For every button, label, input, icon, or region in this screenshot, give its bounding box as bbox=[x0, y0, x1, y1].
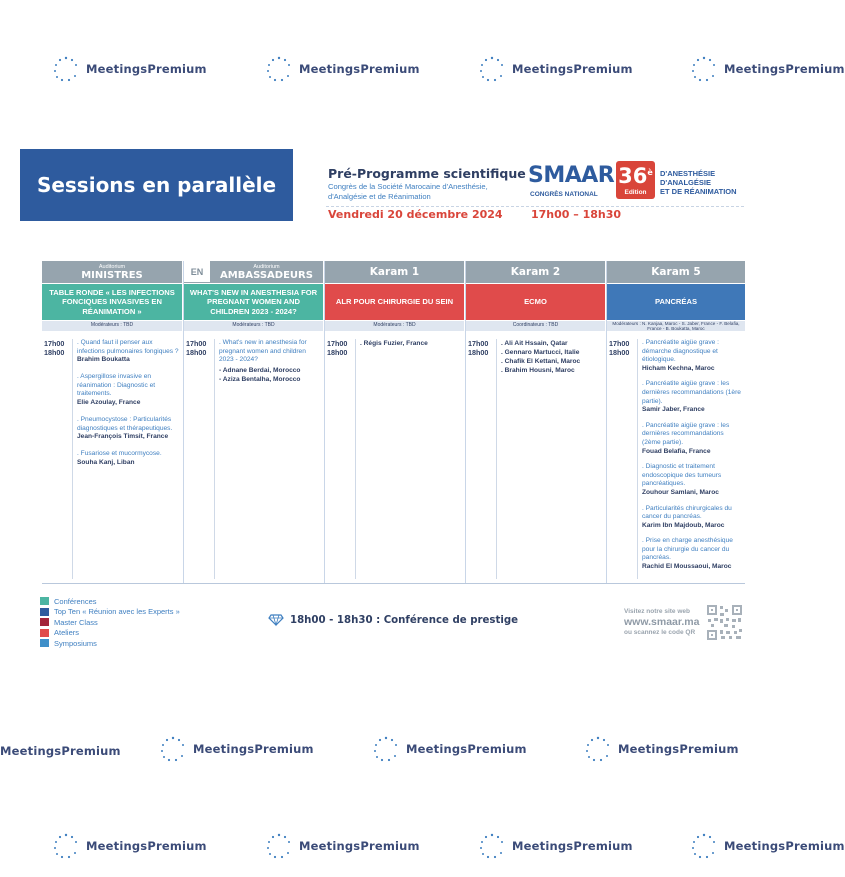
start-time: 17h00 bbox=[186, 339, 207, 348]
program-date: Vendredi 20 décembre 2024 bbox=[328, 208, 503, 221]
prestige-label: 18h00 - 18h30 : Conférence de prestige bbox=[290, 614, 519, 626]
auditorium-label: Auditorium bbox=[98, 264, 126, 270]
room-name: Karam 5 bbox=[651, 266, 701, 278]
dots-icon bbox=[690, 55, 718, 83]
session-title: ECMO bbox=[466, 283, 605, 320]
watermark-text: MeetingsPremium bbox=[512, 839, 633, 853]
moderators: Modérateurs : N. Kanjaa, Maroc - S. Jaber, France - F. Belafia, France - B. Boukatta, Maroc bbox=[607, 320, 745, 331]
dots-icon bbox=[265, 832, 293, 860]
talk-title: . Particularités chirurgicales du cancer du pancréas. bbox=[642, 504, 732, 521]
watermark-clip bbox=[690, 55, 845, 87]
end-time: 18h00 bbox=[327, 347, 348, 357]
website-url[interactable]: www.smaar.ma bbox=[624, 616, 700, 628]
time-divider bbox=[496, 339, 497, 579]
talk-list bbox=[219, 339, 320, 384]
watermark-text: MeetingsPremium bbox=[724, 839, 845, 853]
time-divider bbox=[355, 339, 356, 579]
watermark-text: MeetingsPremium bbox=[86, 839, 207, 853]
language-badge: EN bbox=[184, 261, 210, 283]
moderators: Modérateurs : TBD bbox=[325, 320, 464, 331]
talk-item bbox=[77, 450, 179, 467]
room-name: Karam 1 bbox=[369, 266, 420, 278]
talk-title: . Quand faut il penser aux infections pulmonaires fongiques ? bbox=[77, 339, 179, 355]
talk-speaker: Hicham Kechna, Maroc bbox=[642, 364, 715, 372]
start-time: 17h00 bbox=[327, 339, 348, 348]
column-header bbox=[466, 261, 605, 283]
legend-label: Symposiums bbox=[54, 638, 97, 648]
visit-line: Visitez notre site web bbox=[624, 608, 690, 615]
moderators: Modérateurs : TBD bbox=[42, 320, 182, 331]
speaker-line: - Aziza Bentalha, Morocco bbox=[219, 375, 301, 383]
legend-swatch bbox=[40, 618, 49, 626]
dots-icon bbox=[159, 735, 187, 763]
edition-number: 36 bbox=[618, 164, 648, 188]
talk-title: . Fusariose et mucormycose. bbox=[77, 450, 162, 458]
watermark-text: MeetingsPremium bbox=[0, 744, 121, 758]
smaar-tagline-line: D'ANESTHÉSIE bbox=[660, 169, 716, 178]
auditorium-label: Auditorium bbox=[253, 264, 280, 270]
speaker-line: . Ali Ait Hssain, Qatar bbox=[501, 340, 568, 347]
talk-item bbox=[642, 380, 742, 414]
column-header bbox=[325, 261, 464, 283]
time-divider bbox=[637, 339, 638, 579]
time-range bbox=[327, 340, 347, 357]
end-time: 18h00 bbox=[186, 347, 207, 357]
talk-item bbox=[642, 422, 742, 456]
column-karam-5 bbox=[606, 261, 745, 584]
edition-label: Edition bbox=[624, 189, 647, 196]
speaker-line: . Chafik El Kettani, Maroc bbox=[501, 358, 581, 365]
qr-code-icon bbox=[706, 604, 743, 641]
legend bbox=[40, 596, 180, 649]
talk-title: . Pneumocystose : Particularités diagnostiques et thérapeutiques. bbox=[77, 416, 173, 432]
end-time: 18h00 bbox=[44, 347, 65, 357]
dots-icon bbox=[584, 735, 612, 763]
legend-item bbox=[40, 607, 180, 618]
program-title: Pré-Programme scientifique bbox=[328, 166, 526, 181]
dots-icon bbox=[52, 832, 80, 860]
legend-item bbox=[40, 617, 180, 628]
watermark-logo bbox=[52, 832, 207, 860]
talk-title: . Pancréatite aigüe grave : les dernières recommandations (2ème partie). bbox=[642, 421, 730, 446]
session-title: ALR POUR CHIRURGIE DU SEIN bbox=[325, 283, 464, 320]
talk-speaker: Souha Kanj, Liban bbox=[77, 459, 135, 467]
talk-speaker: Fouad Belafia, France bbox=[642, 447, 711, 455]
talk-item bbox=[642, 505, 742, 531]
banner-title: Sessions en parallèle bbox=[36, 173, 277, 197]
legend-swatch bbox=[40, 639, 49, 647]
website-info bbox=[624, 607, 699, 637]
legend-swatch bbox=[40, 629, 49, 637]
watermark-logo bbox=[265, 832, 420, 860]
watermark-logo bbox=[478, 55, 633, 83]
watermark-text: MeetingsPremium bbox=[512, 62, 633, 76]
dots-icon bbox=[478, 832, 506, 860]
watermark-logo bbox=[0, 737, 121, 765]
legend-item bbox=[40, 628, 180, 639]
legend-label: Top Ten « Réunion avec les Experts » bbox=[54, 607, 180, 617]
talk-speaker: Samir Jaber, France bbox=[642, 406, 705, 414]
column-header bbox=[607, 261, 745, 283]
end-time: 18h00 bbox=[468, 347, 489, 357]
talk-list bbox=[77, 339, 179, 468]
talk-item bbox=[77, 339, 179, 365]
talk-speaker: Karim Ibn Majdoub, Maroc bbox=[642, 521, 725, 529]
time-range bbox=[609, 340, 629, 357]
watermark-text: MeetingsPremium bbox=[406, 742, 527, 756]
watermark-logo bbox=[690, 832, 845, 860]
talk-item bbox=[77, 373, 179, 407]
smaar-tagline bbox=[660, 169, 737, 196]
start-time: 17h00 bbox=[44, 339, 65, 348]
watermark-clip bbox=[690, 832, 845, 864]
dots-icon bbox=[52, 55, 80, 83]
edition-suffix: è bbox=[647, 168, 653, 177]
dots-icon bbox=[478, 55, 506, 83]
legend-swatch bbox=[40, 608, 49, 616]
dots-icon bbox=[372, 735, 400, 763]
table-bottom-rule bbox=[42, 583, 745, 584]
session-title: PANCRÉAS bbox=[607, 283, 745, 320]
watermark-text: MeetingsPremium bbox=[193, 742, 314, 756]
watermark-logo bbox=[265, 55, 420, 83]
watermark-text: MeetingsPremium bbox=[299, 839, 420, 853]
room-name: MINISTRES bbox=[81, 270, 143, 281]
legend-swatch bbox=[40, 597, 49, 605]
watermark-text: MeetingsPremium bbox=[86, 62, 207, 76]
talk-item bbox=[642, 537, 742, 571]
time-range bbox=[468, 340, 488, 357]
edition-badge bbox=[616, 161, 655, 199]
column-ambassadeurs bbox=[183, 261, 323, 584]
watermark-logo bbox=[478, 832, 633, 860]
moderators: Modérateurs : TBD bbox=[184, 320, 323, 331]
column-body bbox=[184, 331, 323, 384]
talk-item bbox=[642, 463, 742, 497]
column-ministres bbox=[42, 261, 182, 584]
talk-list bbox=[501, 339, 602, 375]
watermark-logo bbox=[159, 735, 314, 763]
talk-title: . Pancréatite aigüe grave : démarche diagnostique et étiologique. bbox=[642, 339, 719, 364]
watermark-text: MeetingsPremium bbox=[299, 62, 420, 76]
session-title: TABLE RONDE « LES INFECTIONS FONCIQUES INVASIVES EN RÉANIMATION » bbox=[42, 283, 182, 320]
start-time: 17h00 bbox=[468, 339, 489, 348]
start-time: 17h00 bbox=[609, 339, 630, 348]
diamond-icon bbox=[268, 614, 284, 626]
column-body bbox=[607, 331, 745, 572]
legend-label: Ateliers bbox=[54, 628, 80, 638]
speaker-line: . Gennaro Martucci, Italie bbox=[501, 349, 580, 356]
column-body bbox=[325, 331, 464, 357]
speaker-line: . Régis Fuzier, France bbox=[360, 340, 428, 347]
talk-speaker: Brahim Boukatta bbox=[77, 356, 130, 364]
legend-label: Master Class bbox=[54, 617, 98, 627]
watermark-logo bbox=[584, 735, 739, 763]
watermark-logo bbox=[52, 55, 207, 83]
time-divider bbox=[214, 339, 215, 579]
header-divider bbox=[326, 206, 744, 207]
smaar-subtitle: CONGRÈS NATIONAL bbox=[530, 191, 598, 198]
program-subtitle: Congrès de la Société Marocaine d'Anesthésie, d'Analgésie et de Réanimation bbox=[328, 182, 488, 201]
talk-item bbox=[219, 339, 320, 365]
column-header bbox=[184, 261, 323, 283]
end-time: 18h00 bbox=[609, 347, 630, 357]
watermark-logo bbox=[372, 735, 527, 763]
talk-item bbox=[77, 416, 179, 442]
legend-item bbox=[40, 596, 180, 607]
program-time: 17h00 – 18h30 bbox=[531, 208, 622, 221]
time-range bbox=[44, 340, 64, 357]
talk-speaker: Jean-François Timsit, France bbox=[77, 433, 169, 441]
speaker-line: - Adnane Berdai, Morocco bbox=[219, 366, 301, 374]
dots-icon bbox=[265, 55, 293, 83]
talk-list bbox=[360, 339, 461, 348]
talk-speaker: Elie Azoulay, France bbox=[77, 399, 141, 407]
talk-speaker: Zouhour Samlani, Maroc bbox=[642, 488, 719, 496]
prestige-conference bbox=[268, 614, 518, 626]
watermark-text: MeetingsPremium bbox=[618, 742, 739, 756]
smaar-tagline-line: ET DE RÉANIMATION bbox=[660, 187, 737, 196]
sessions-table bbox=[42, 261, 745, 584]
smaar-tagline-line: D'ANALGÉSIE bbox=[660, 178, 711, 187]
column-header bbox=[42, 261, 182, 283]
time-divider bbox=[72, 339, 73, 579]
speaker-line: . Brahim Housni, Maroc bbox=[501, 367, 575, 374]
visit-line: ou scannez le code QR bbox=[624, 629, 696, 636]
column-body bbox=[42, 331, 182, 468]
talk-title: . Prise en charge anesthésique pour la chirurgie du cancer du pancréas. bbox=[642, 537, 733, 562]
talk-title: . Diagnostic et traitement endoscopique des tumeurs pancréatiques. bbox=[642, 463, 722, 488]
watermark-text: MeetingsPremium bbox=[724, 62, 845, 76]
smaar-logo-text: SMAAR bbox=[528, 163, 615, 188]
talk-title: . What's new in anesthesia for pregnant women and children 2023 - 2024? bbox=[219, 339, 307, 364]
talk-title: . Aspergillose invasive en réanimation : Diagnostic et traitements. bbox=[77, 373, 156, 398]
column-karam-2 bbox=[465, 261, 605, 584]
column-body bbox=[466, 331, 605, 375]
talk-speaker: Rachid El Moussaoui, Maroc bbox=[642, 563, 732, 571]
talk-list bbox=[642, 339, 742, 572]
session-title: WHAT'S NEW IN ANESTHESIA FOR PREGNANT WOMEN AND CHILDREN 2023 - 2024? bbox=[184, 283, 323, 320]
column-karam-1 bbox=[324, 261, 464, 584]
legend-label: Conférences bbox=[54, 596, 97, 606]
watermark-logo bbox=[690, 55, 845, 83]
talk-item bbox=[642, 339, 742, 373]
moderators: Coordinateurs : TBD bbox=[466, 320, 605, 331]
watermark-clip bbox=[0, 737, 121, 767]
room-name: Karam 2 bbox=[510, 266, 561, 278]
dots-icon bbox=[690, 832, 718, 860]
room-name: AMBASSADEURS bbox=[220, 270, 313, 281]
sessions-banner bbox=[20, 149, 293, 221]
legend-item bbox=[40, 638, 180, 649]
talk-title: . Pancréatite aigüe grave : les dernières recommandations (1ère partie). bbox=[642, 380, 741, 405]
time-range bbox=[186, 340, 206, 357]
